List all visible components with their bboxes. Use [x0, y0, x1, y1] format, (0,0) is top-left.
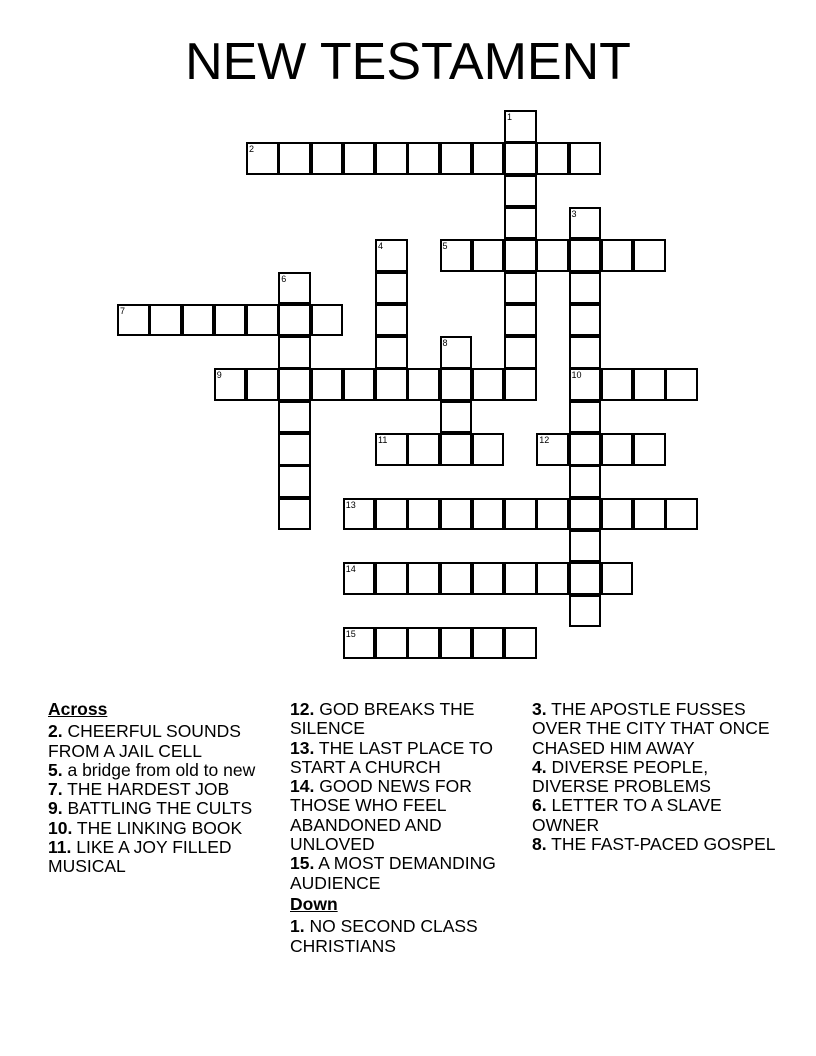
down-clue: [290, 917, 530, 956]
clue-number-label: 2: [249, 144, 255, 155]
grid-cell[interactable]: [569, 530, 602, 563]
across-clue: [48, 761, 278, 780]
grid-cell[interactable]: [569, 336, 602, 369]
grid-cell[interactable]: [601, 368, 634, 401]
grid-cell[interactable]: [569, 433, 602, 466]
grid-cell[interactable]: [472, 433, 505, 466]
grid-cell[interactable]: [117, 304, 150, 337]
grid-cell[interactable]: [601, 433, 634, 466]
grid-cell[interactable]: [343, 368, 376, 401]
grid-cell[interactable]: [440, 401, 473, 434]
grid-cell[interactable]: [311, 304, 344, 337]
clue-text: NO SECOND CLASS CHRISTIANS: [290, 916, 478, 956]
clue-number: 7.: [48, 779, 63, 800]
grid-cell[interactable]: [343, 562, 376, 595]
clue-number: 9.: [48, 798, 63, 819]
clue-number-label: 8: [442, 338, 448, 349]
grid-cell[interactable]: [569, 562, 602, 595]
grid-cell[interactable]: [343, 498, 376, 531]
grid-cell[interactable]: [472, 562, 505, 595]
clue-number: 13.: [290, 737, 315, 758]
grid-cell[interactable]: [504, 498, 537, 531]
clue-number: 15.: [290, 853, 315, 874]
page-title: NEW TESTAMENT: [185, 33, 631, 91]
grid-cell[interactable]: [665, 368, 698, 401]
clue-column-3: [532, 700, 782, 854]
across-clue: [48, 799, 278, 818]
grid-cell[interactable]: [343, 142, 376, 175]
grid-cell[interactable]: [246, 304, 279, 337]
grid-cell[interactable]: [504, 627, 537, 660]
grid-cell[interactable]: [440, 562, 473, 595]
grid-cell[interactable]: [278, 368, 311, 401]
clue-number-label: 11: [378, 435, 388, 445]
grid-cell[interactable]: [504, 368, 537, 401]
clue-number-label: 7: [120, 305, 126, 316]
grid-cell[interactable]: [311, 368, 344, 401]
grid-cell[interactable]: [472, 498, 505, 531]
grid-cell[interactable]: [472, 142, 505, 175]
grid-cell[interactable]: [407, 562, 440, 595]
clue-text: A MOST DEMANDING AUDIENCE: [290, 853, 496, 893]
grid-cell[interactable]: [633, 433, 666, 466]
clue-text: BATTLING THE CULTS: [67, 798, 253, 819]
grid-cell[interactable]: [375, 562, 408, 595]
grid-cell[interactable]: [536, 498, 569, 531]
grid-cell[interactable]: [407, 498, 440, 531]
grid-cell[interactable]: [375, 498, 408, 531]
clue-text: LIKE A JOY FILLED MUSICAL: [48, 837, 232, 877]
grid-cell[interactable]: [149, 304, 182, 337]
grid-cell[interactable]: [375, 304, 408, 337]
clue-number: 2.: [48, 721, 63, 742]
grid-cell[interactable]: [278, 401, 311, 434]
grid-cell[interactable]: [601, 239, 634, 272]
grid-cell[interactable]: [569, 368, 602, 401]
clue-number-label: 13: [345, 499, 356, 510]
clue-column-2: [290, 700, 530, 956]
clue-text: a bridge from old to new: [67, 759, 256, 780]
clue-text: LETTER TO A SLAVE OWNER: [532, 795, 722, 835]
down-clue: [532, 700, 782, 758]
down-clue: [532, 758, 782, 797]
grid-cell[interactable]: [504, 562, 537, 595]
clue-text: DIVERSE PEOPLE, DIVERSE PROBLEMS: [532, 756, 711, 797]
clue-number-label: 15: [345, 628, 356, 639]
grid-cell[interactable]: [504, 175, 537, 208]
grid-cell[interactable]: [440, 336, 473, 369]
grid-cell[interactable]: [214, 368, 247, 401]
across-clue: [48, 819, 278, 838]
grid-cell[interactable]: [375, 239, 408, 272]
grid-cell[interactable]: [504, 239, 537, 272]
clue-number-label: 10: [571, 370, 582, 381]
grid-cell[interactable]: [375, 627, 408, 660]
grid-cell[interactable]: [375, 433, 408, 466]
grid-cell[interactable]: [278, 272, 311, 305]
down-clue: [532, 796, 782, 835]
grid-cell[interactable]: [440, 433, 473, 466]
grid-cell[interactable]: [569, 595, 602, 628]
clue-number-label: 3: [571, 208, 577, 219]
clue-number: 12.: [290, 699, 315, 719]
grid-cell[interactable]: [311, 142, 344, 175]
grid-cell[interactable]: [375, 368, 408, 401]
across-heading: Across: [48, 699, 108, 719]
grid-cell[interactable]: [504, 110, 537, 143]
grid-cell[interactable]: [375, 336, 408, 369]
clue-number: 8.: [532, 834, 547, 855]
clue-column-1: [48, 700, 278, 877]
grid-cell[interactable]: [278, 336, 311, 369]
grid-cell[interactable]: [407, 142, 440, 175]
grid-cell[interactable]: [569, 272, 602, 305]
grid-cell[interactable]: [472, 368, 505, 401]
grid-cell[interactable]: [472, 239, 505, 272]
grid-cell[interactable]: [440, 239, 473, 272]
clue-text: GOD BREAKS THE SILENCE: [290, 699, 475, 739]
down-clue: [532, 835, 782, 854]
grid-cell[interactable]: [375, 272, 408, 305]
grid-cell[interactable]: [407, 433, 440, 466]
across-clue: [290, 700, 530, 739]
across-clue: [290, 777, 530, 854]
grid-cell[interactable]: [569, 304, 602, 337]
clue-number-label: 14: [345, 564, 356, 575]
grid-cell[interactable]: [278, 498, 311, 531]
grid-cell[interactable]: [665, 498, 698, 531]
grid-cell[interactable]: [182, 304, 215, 337]
clue-text: THE FAST-PACED GOSPEL: [551, 834, 776, 855]
grid-cell[interactable]: [633, 368, 666, 401]
grid-cell[interactable]: [246, 142, 279, 175]
across-clue: [48, 722, 278, 761]
grid-cell[interactable]: [633, 498, 666, 531]
clue-number-label: 9: [216, 370, 222, 381]
grid-cell[interactable]: [569, 207, 602, 240]
grid-cell[interactable]: [569, 239, 602, 272]
grid-cell[interactable]: [440, 368, 473, 401]
clue-number-label: 12: [539, 435, 550, 445]
clue-text: THE HARDEST JOB: [67, 779, 230, 800]
clue-text: THE LAST PLACE TO START A CHURCH: [290, 737, 493, 777]
grid-cell[interactable]: [536, 142, 569, 175]
grid-cell[interactable]: [536, 239, 569, 272]
grid-cell[interactable]: [536, 562, 569, 595]
clue-number-label: 6: [281, 273, 287, 284]
across-clue: [290, 739, 530, 778]
grid-cell[interactable]: [504, 272, 537, 305]
clue-number: 4.: [532, 756, 547, 777]
grid-cell[interactable]: [278, 142, 311, 175]
clue-number-label: 5: [442, 241, 448, 252]
grid-cell[interactable]: [278, 465, 311, 498]
clue-number: 14.: [290, 776, 315, 797]
grid-cell[interactable]: [569, 498, 602, 531]
grid-cell[interactable]: [472, 627, 505, 660]
grid-cell[interactable]: [569, 465, 602, 498]
grid-cell[interactable]: [440, 498, 473, 531]
down-heading: Down: [290, 893, 338, 914]
grid-cell[interactable]: [601, 498, 634, 531]
across-clue: [48, 838, 278, 877]
clue-text: THE APOSTLE FUSSES OVER THE CITY THAT ONCE CHASED HIM AWAY: [532, 699, 770, 758]
grid-cell[interactable]: [407, 627, 440, 660]
grid-cell[interactable]: [278, 433, 311, 466]
grid-cell[interactable]: [214, 304, 247, 337]
clue-number: 1.: [290, 916, 305, 937]
across-clue: [290, 854, 530, 893]
grid-cell[interactable]: [440, 142, 473, 175]
across-clue: [48, 780, 278, 799]
grid-cell[interactable]: [278, 304, 311, 337]
grid-cell[interactable]: [536, 433, 569, 466]
clue-text: GOOD NEWS FOR THOSE WHO FEEL ABANDONED AND UNLOVED: [290, 776, 472, 855]
grid-cell[interactable]: [407, 368, 440, 401]
grid-cell[interactable]: [569, 142, 602, 175]
grid-cell[interactable]: [504, 142, 537, 175]
clue-text: CHEERFUL SOUNDS FROM A JAIL CELL: [48, 721, 241, 761]
grid-cell[interactable]: [440, 627, 473, 660]
clue-number: 5.: [48, 759, 63, 780]
grid-cell[interactable]: [504, 207, 537, 240]
clue-number: 6.: [532, 795, 547, 816]
grid-cell[interactable]: [633, 239, 666, 272]
clue-number: 10.: [48, 817, 73, 838]
clue-number: 11.: [48, 837, 72, 858]
clue-number: 3.: [532, 699, 547, 719]
grid-cell[interactable]: [504, 336, 537, 369]
grid-cell[interactable]: [246, 368, 279, 401]
grid-cell[interactable]: [375, 142, 408, 175]
grid-cell[interactable]: [601, 562, 634, 595]
grid-cell[interactable]: [343, 627, 376, 660]
grid-cell[interactable]: [504, 304, 537, 337]
clue-number-label: 1: [507, 112, 513, 122]
clue-text: THE LINKING BOOK: [76, 817, 243, 838]
clue-number-label: 4: [378, 241, 384, 252]
grid-cell[interactable]: [569, 401, 602, 434]
